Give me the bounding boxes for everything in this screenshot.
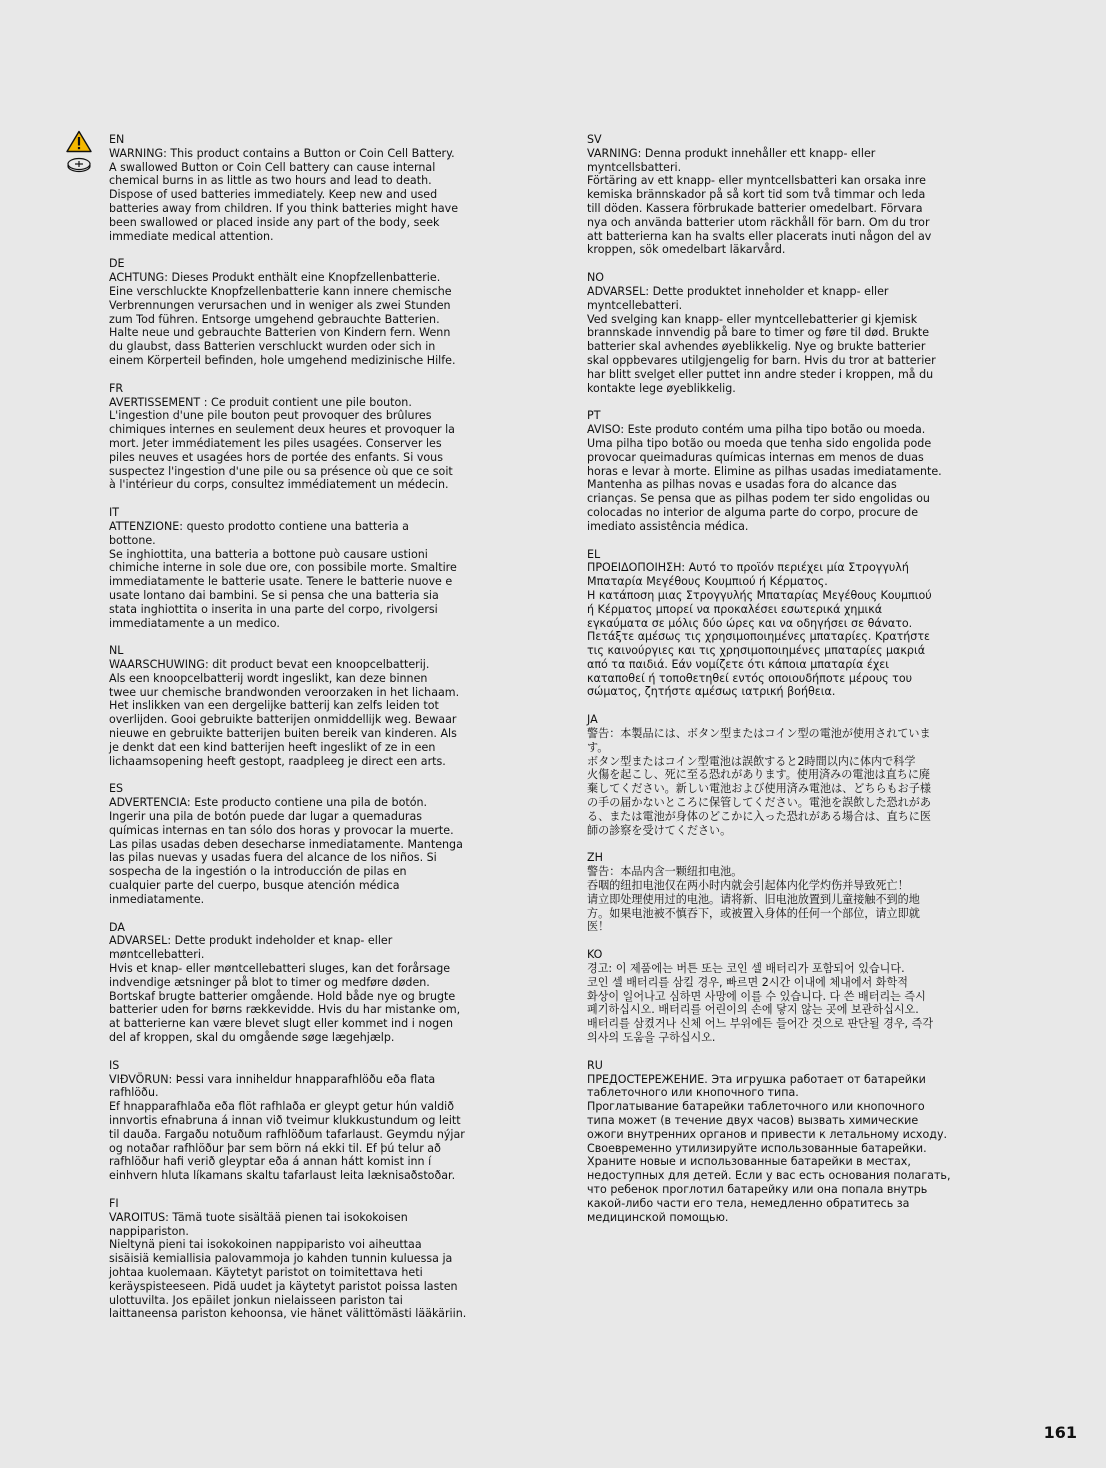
language-code: NL	[109, 644, 124, 658]
language-code: EL	[587, 547, 601, 561]
warning-block-ja	[587, 713, 962, 837]
language-code: JA	[587, 713, 598, 727]
language-code: FI	[109, 1196, 119, 1210]
language-code: ES	[109, 782, 124, 796]
language-code: KO	[587, 948, 603, 962]
warning-text: WAARSCHUWING: dit product bevat een knoopcelbatterij. Als een knoopcelbatterij wordt ingeslikt, kan deze binnen twee uur chemische brandwonden veroorzaken in het lichaam. Het inslikken van een dergelijke batterij kan zelfs leiden tot overlijden. Gooi gebruikte batterijen onmiddellijk weg. Bewaar nieuwe en gebruikte batterijen buiten bereik van kinderen. Als je denkt dat een kind batterijen heeft ingeslikt of ze in een lichaamsopening heeft gestopt, raadpleeg je direct een arts.	[109, 658, 460, 768]
warning-text: 경고: 이 제품에는 버튼 또는 코인 셀 배터리가 포함되어 있습니다. 코인 셀 배터리를 삼킬 경우, 빠르면 2시간 이내에 체내에서 화학적 화상이 일어나고 심하면 사망에 이를 수 있습니다. 다 쓴 배터리는 즉시 폐기하십시오. 배터리를 어린이의 손에 닿지 않는 곳에 보관하십시오. 배터리를 삼켰거나 신체 어느 부위에든 들어간 것으로 판단될 경우, 즉각 의사의 도움을 구하십시오.	[587, 962, 934, 1045]
warning-icons	[66, 130, 94, 173]
warning-text: VIÐVÖRUN: Þessi vara inniheldur hnapparafhlöðu eða flata rafhlöðu. Ef hnapparafhlaða eða flöt rafhlaða er gleypt getur hún valdið innvortis efnabruna á innan við tveimur klukkustundum og leitt til dauða. Fargaðu notuðum rafhlöðum tafarlaust. Geymdu nýjar og notaðar rafhlöður þar sem börn ná ekki til. Ef þú telur að rafhlöður hafi verið gleyptar eða á annan hátt komist inn í einhvern hluta líkamans skaltu tafarlaust leita læknisaðstoðar.	[109, 1072, 465, 1183]
right-column	[587, 133, 962, 1238]
warning-text: ADVARSEL: Dette produkt indeholder et knap- eller møntcellebatteri. Hvis et knap- eller møntcellebatteri sluges, kan det forårsage indvendige ætsninger på blot to timer og medføre døden. Bortskaf brugte batterier omgående. Hold både nye og brugte batterier uden for børns rækkevidde. Hvis du har mistanke om, at batterierne kan være blevet slugt eller kommet ind i nogen del af kroppen, skal du omgående søge lægehjælp.	[109, 934, 461, 1045]
language-code: PT	[587, 409, 601, 423]
warning-block-en	[109, 133, 484, 243]
warning-text: 警告：本品内含一颗纽扣电池。 吞咽的纽扣电池仅在两小时内就会引起体内化学灼伤并导致死亡！ 请立即处理使用过的电池。请将新、旧电池放置到儿童接触不到的地 方。如果电池被不慎吞下，或被置入身体的任何一个部位，请立即就 医！	[587, 865, 920, 934]
warning-text: WARNING: This product contains a Button or Coin Cell Battery. A swallowed Button or Coin Cell battery can cause internal chemical burns in as little as two hours and lead to death. Dispose of used batteries immediately. Keep new and used batteries away from children. If you think batteries might have been swallowed or placed inside any part of the body, seek immediate medical attention.	[109, 146, 459, 243]
warning-block-is	[109, 1059, 484, 1183]
warning-text: AVISO: Este produto contém uma pilha tipo botão ou moeda. Uma pilha tipo botão ou moeda que tenha sido engolida pode provocar queimaduras químicas internas em menos de duas horas e levar à morte. Elimine as pilhas usadas imediatamente. Mantenha as pilhas novas e usadas fora do alcance das crianças. Se pensa que as pilhas podem ter sido engolidas ou colocadas no interior de alguma parte do corpo, procure de imediato assistência médica.	[587, 423, 942, 533]
language-code: IS	[109, 1058, 120, 1072]
warning-block-zh	[587, 851, 962, 934]
warning-block-es	[109, 782, 484, 906]
warning-text: ПРЕДОСТЕРЕЖЕНИЕ. Эта игрушка работает от батарейки таблеточного или кнопочного типа. Проглатывание батарейки таблеточного или кнопочного типа может (в течение двух часов) вызвать химические ожоги внутренних органов и привести к летальному исходу. Своевременно утилизируйте использованные батарейки. Храните новые и использованные батарейки в местах, недоступных для детей. Если у вас есть основания полагать, что ребенок проглотил батарейку или она попала внутрь какой-либо части его тела, немедленно обратитесь за медицинской помощью.	[587, 1072, 951, 1224]
warning-block-fi	[109, 1197, 484, 1321]
language-code: SV	[587, 133, 602, 146]
warning-text: ACHTUNG: Dieses Produkt enthält eine Knopfzellenbatterie. Eine verschluckte Knopfzellenbatterie kann innere chemische Verbrennungen verursachen und in weniger als zwei Stunden zum Tod führen. Entsorge umgehend gebrauchte Batterien. Halte neue und gebrauchte Batterien von Kindern fern. Wenn du glaubst, dass Batterien verschluckt wurden oder sich in einem Körperteil befinden, hole umgehend medizinische Hilfe.	[109, 271, 456, 367]
warning-text: ΠΡΟΕΙΔΟΠΟΙΗΣΗ: Αυτό το προϊόν περιέχει μία Στρογγυλή Μπαταρία Μεγέθους Κουμπιού ή Κέρματος. Η κατάποση μιας Στρογγυλής Μπαταρίας Μεγέθους Κουμπιού ή Κέρματος μπορεί να προκαλέσει εσωτερικά χημικά εγκαύματα σε μόλις δύο ώρες και να οδηγήσει σε θάνατο. Πετάξτε αμέσως τις χρησιμοποιημένες μπαταρίες. Κρατήστε τις καινούργιες και τις χρησιμοποιημένες μπαταρίες μακριά από τα παιδιά. Εάν νομίζετε ότι κάποια μπαταρία έχει καταποθεί ή τοποθετηθεί εντός οποιουδήποτε μέρους του σώματος, ζητήστε αμέσως ιατρική βοήθεια.	[587, 561, 932, 699]
warning-block-sv	[587, 133, 962, 257]
page-number: 161	[1043, 1423, 1077, 1442]
language-code: DE	[109, 257, 125, 271]
warning-text: ADVERTENCIA: Este producto contiene una pila de botón. Ingerir una pila de botón puede dar lugar a quemaduras químicas internas en tan sólo dos horas y provocar la muerte. Las pilas usadas deben desecharse inmediatamente. Mantenga las pilas nuevas y usadas fuera del alcance de los niños. Si sospecha de la ingestión o la introducción de pilas en cualquier parte del cuerpo, busque atención médica inmediatamente.	[109, 796, 463, 906]
warning-block-it	[109, 506, 484, 630]
warning-block-nl	[109, 644, 484, 768]
warning-block-da	[109, 921, 484, 1045]
warning-text: ATTENZIONE: questo prodotto contiene una batteria a bottone. Se inghiottita, una batteria a bottone può causare ustioni chimiche interne in sole due ore, con possibile morte. Smaltire immediatamente le batterie usate. Tenere le batterie nuove e usate lontano dai bambini. Se si pensa che una batteria sia stata inghiottita o inserita in una parte del corpo, rivolgersi immediatamente a un medico.	[109, 519, 457, 630]
left-column	[109, 133, 484, 1335]
language-code: ZH	[587, 851, 603, 865]
warning-block-pt	[587, 409, 962, 533]
warning-block-fr	[109, 382, 484, 492]
language-code: FR	[109, 381, 124, 395]
language-code: DA	[109, 920, 125, 934]
warning-text: VARNING: Denna produkt innehåller ett knapp- eller myntcellsbatteri. Förtäring av ett knapp- eller myntcellsbatteri kan orsaka inre kemiska brännskador på så kort tid som två timmar och leda till döden. Kassera förbrukade batterier omedelbart. Förvara nya och använda batterier utom räckhåll för barn. Om du tror att batterierna kan ha svalts eller placerats inuti någon del av kroppen, sök omedelbart läkarvård.	[587, 146, 932, 257]
warning-triangle-icon	[66, 130, 92, 153]
warning-block-ru	[587, 1059, 962, 1225]
language-code: RU	[587, 1058, 603, 1072]
coin-cell-battery-icon	[66, 157, 92, 173]
warning-text: 警告：本製品には、ボタン型またはコイン型の電池が使用されていま す。 ボタン型またはコイン型電池は誤飲すると2時間以内に体内で科学 火傷を起こし、死に至る恐れがあります。使用済みの電池は直ちに廃 棄してください。新しい電池および使用済み電池は、どちらもお子様 の手の届かないところに保管してください。電池を誤飲した恐れがあ る、または電池が身体のどこかに入った恐れがある場合は、直ちに医 師の診察を受けてください。	[587, 727, 931, 837]
warning-block-el	[587, 548, 962, 700]
warning-block-de	[109, 257, 484, 367]
warning-text: VAROITUS: Tämä tuote sisältää pienen tai isokokoisen nappipariston. Nieltynä pieni tai isokokoinen nappiparisto voi aiheuttaa sisäisiä kemiallisia palovammoja jo kahden tunnin kuluessa ja johtaa kuolemaan. Käytetyt paristot on toimitettava heti keräyspisteeseen. Pidä uudet ja käytetyt paristot poissa lasten ulottuvilta. Jos epäilet jonkun nielaisseen pariston tai laittaneensa pariston kehoonsa, vie hänet välittömästi lääkäriin.	[109, 1210, 467, 1321]
warning-text: AVERTISSEMENT : Ce produit contient une pile bouton. L'ingestion d'une pile bouton peut provoquer des brûlures chimiques internes en seulement deux heures et provoquer la mort. Jeter immédiatement les piles usagées. Conserver les piles neuves et usagées hors de portée des enfants. Si vous suspectez l'ingestion d'une pile ou sa présence où que ce soit à l'intérieur du corps, consultez immédiatement un médecin.	[109, 395, 455, 492]
warning-block-ko	[587, 948, 962, 1045]
language-code: IT	[109, 506, 120, 520]
language-code: NO	[587, 271, 605, 285]
warning-text: ADVARSEL: Dette produktet inneholder et knapp- eller myntcellebatteri. Ved svelging kan knapp- eller myntcellebatterier gi kjemisk brannskade innvendig på bare to timer og føre til død. Brukte batterier skal avhendes øyeblikkelig. Nye og brukte batterier skal oppbevares utilgjengelig for barn. Hvis du tror at batterier har blitt svelget eller puttet inn andre steder i kroppen, må du kontakte lege øyeblikkelig.	[587, 284, 936, 395]
warning-block-no	[587, 271, 962, 395]
language-code: EN	[109, 133, 125, 146]
